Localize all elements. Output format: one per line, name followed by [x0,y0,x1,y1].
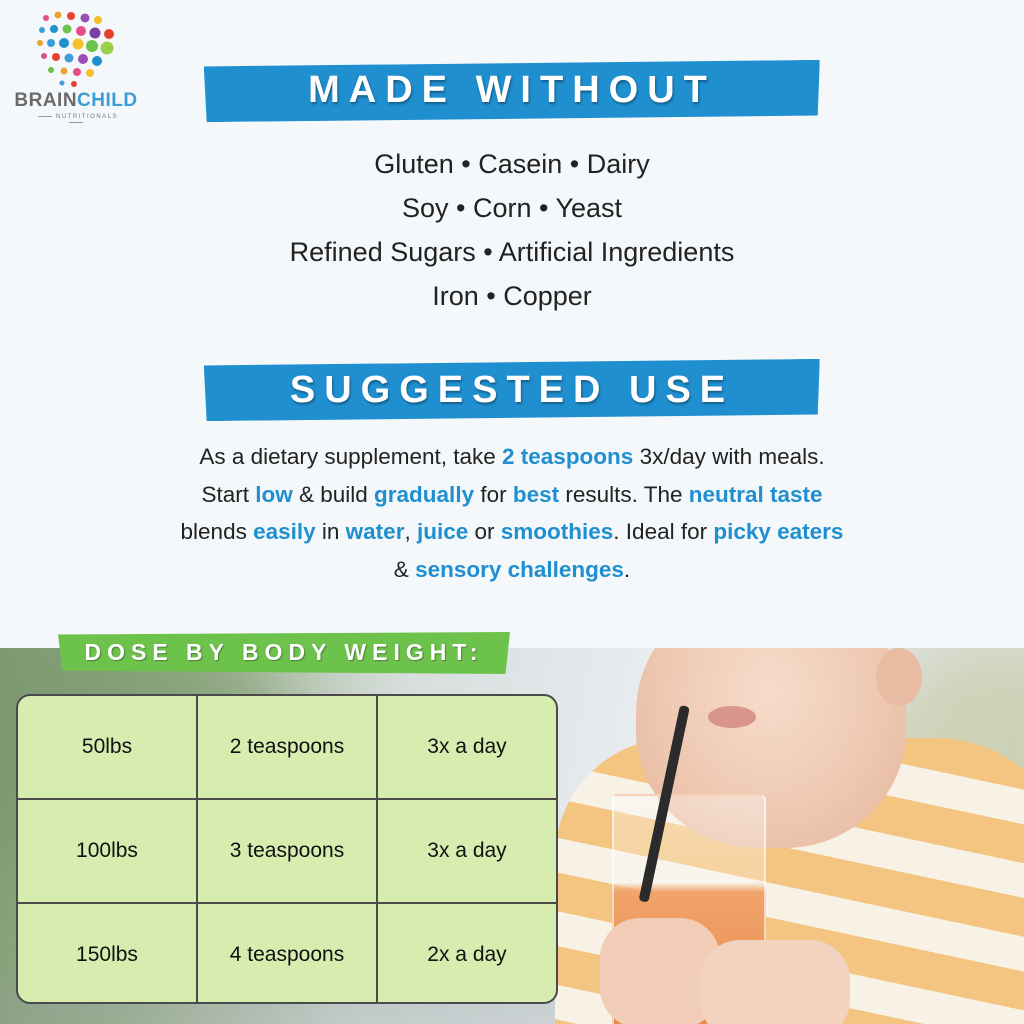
body-text: for [474,481,513,507]
logo-wordmark [6,90,146,112]
table-row [18,902,556,1004]
logo-text-child: CHILD [77,90,138,111]
body-text: , [404,519,417,544]
frequency-cell: 3x a day [376,800,556,902]
child-ear [876,648,922,706]
body-text: results. The [559,481,689,507]
highlight-text: gradually [374,481,475,507]
highlight-text: low [255,481,293,507]
weight-cell: 50lbs [81,735,133,758]
body-text: . [623,556,631,582]
table-row [18,798,556,902]
suggested-use-title: SUGGESTED USE [289,369,735,411]
amount-cell: 4 teaspoons [196,904,376,1004]
suggested-use-paragraph [100,438,924,588]
highlight-text: neutral taste [688,481,823,507]
weight-cell: 100lbs [76,839,138,862]
highlight-text: best [512,481,560,507]
highlight-text: juice [416,519,469,544]
highlight-text: easily [253,519,316,544]
logo-subtitle: NUTRITIONALS [26,114,126,126]
frequency-cell: 2x a day [376,904,556,1004]
made-without-line: Refined Sugars • Artificial Ingredients [289,237,735,267]
made-without-title: MADE WITHOUT [308,69,716,111]
logo-text-brain: BRAIN [14,90,78,111]
highlight-text: sensory challenges [415,556,624,582]
body-text: in [315,519,346,544]
highlight-text: 2 teaspoons [502,444,634,469]
highlight-text: picky eaters [713,519,844,544]
body-text: blends [180,519,254,544]
made-without-line: Soy • Corn • Yeast [401,193,623,223]
body-text: Start [201,481,256,507]
body-text: or [468,519,501,544]
highlight-text: water [345,519,405,544]
body-text: & [393,556,416,582]
body-text: 3x/day with meals. [633,444,825,469]
dose-header-title: DOSE BY BODY WEIGHT: [84,639,484,665]
made-without-list [0,142,1024,318]
frequency-cell: 3x a day [376,696,556,798]
body-text: As a dietary supplement, take [199,444,503,469]
amount-cell: 3 teaspoons [196,800,376,902]
weight-cell: 150lbs [76,943,138,966]
child-lips [708,706,756,728]
highlight-text: smoothies [500,519,614,544]
body-text: . Ideal for [613,519,714,544]
made-without-line: Iron • Copper [432,281,592,311]
child-hand [700,940,850,1024]
table-row [18,696,556,798]
amount-cell: 2 teaspoons [196,696,376,798]
brand-logo [6,10,146,122]
body-text: & build [292,481,375,507]
made-without-line: Gluten • Casein • Dairy [374,149,650,179]
logo-dots-icon [36,10,120,88]
dose-table [16,694,558,1004]
